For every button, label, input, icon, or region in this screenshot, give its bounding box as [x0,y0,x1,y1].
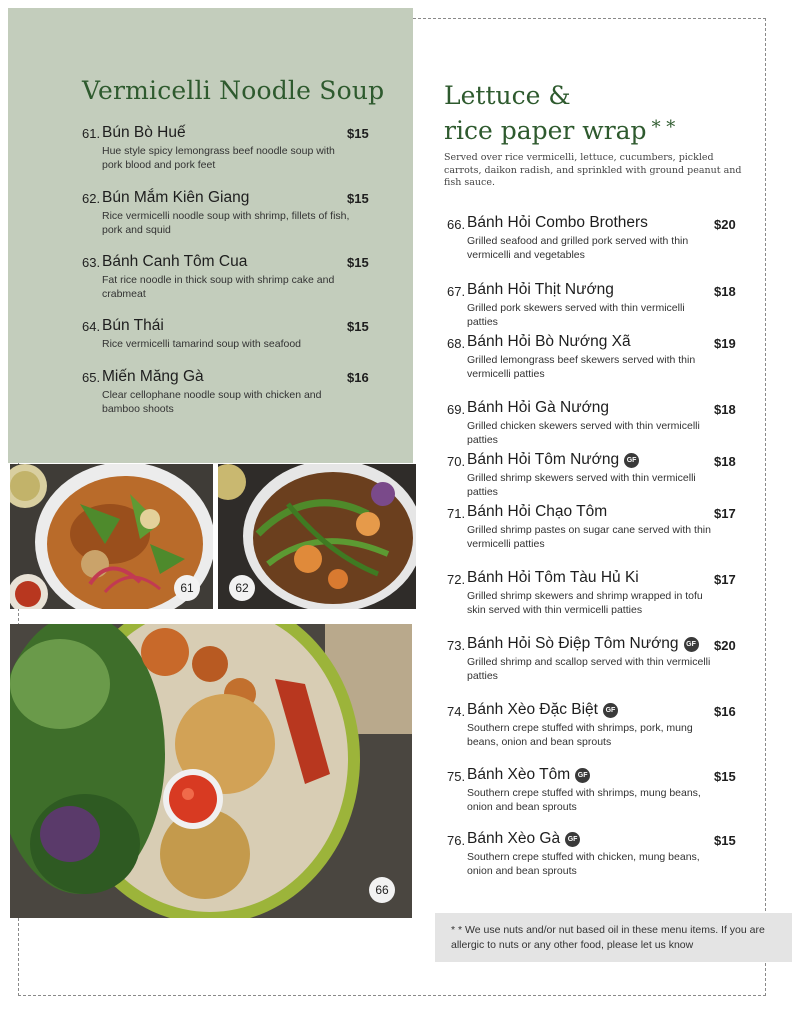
menu-item-price: $15 [347,191,369,206]
menu-item-number: 68. [447,336,466,351]
menu-item-name: Bánh Hỏi Combo Brothers [467,214,648,231]
menu-item-number: 62. [82,191,101,206]
menu-item-name: Bánh Hỏi Bò Nướng Xã [467,333,631,350]
menu-item-price: $17 [714,506,736,521]
menu-item-number: 76. [447,833,466,848]
menu-item-description: Grilled shrimp skewers and shrimp wrapped in tofu skin served with thin vermicelli patties [467,590,703,616]
menu-item-description: Hue style spicy lemongrass beef noodle soup with pork blood and pork feet [102,145,335,171]
menu-item-name [467,766,590,784]
menu-item-price: $19 [714,336,736,351]
gluten-free-icon: GF [603,703,618,718]
menu-item-name: Bánh Hỏi Tôm Tàu Hủ Ki [467,569,639,586]
menu-item-price: $17 [714,572,736,587]
photo-banh-hoi-combo [10,624,412,918]
photo-bun-bo-hue [10,464,213,609]
wrap-title-line2: rice paper wrap [444,116,647,145]
menu-item-description: Grilled pork skewers served with thin vermicelli patties [467,302,685,328]
photo-bun-mam [218,464,416,609]
menu-item-name: Bánh Hỏi Chạo Tôm [467,503,608,520]
wrap-title-line1: Lettuce & [444,81,571,110]
menu-item-description: Grilled shrimp skewers served with thin vermicelli patties [467,472,696,498]
gluten-free-icon: GF [565,832,580,847]
menu-item-name-text: Bánh Hỏi Tôm Nướng [467,451,620,468]
menu-item-name-text: Bánh Xèo Gà [467,830,561,847]
menu-item-description: Grilled chicken skewers served with thin vermicelli patties [467,420,700,446]
menu-item-description: Fat rice noodle in thick soup with shrimp cake and crabmeat [102,274,335,300]
menu-item-name-text: Bánh Xèo Tôm [467,766,571,783]
vermicelli-section-title: Vermicelli Noodle Soup [82,76,385,105]
menu-item-price: $18 [714,402,736,417]
menu-item-name [467,635,699,653]
menu-item-number: 74. [447,704,466,719]
menu-item-number: 73. [447,638,466,653]
menu-item-name: Bánh Hỏi Gà Nướng [467,399,610,416]
menu-item-number: 71. [447,506,466,521]
menu-item-number: 67. [447,284,466,299]
menu-item-name [467,830,580,848]
menu-item-number: 61. [82,126,101,141]
menu-item-price: $18 [714,284,736,299]
menu-item-description: Southern crepe stuffed with chicken, mung beans, onion and bean sprouts [467,851,700,877]
menu-item-price: $15 [347,126,369,141]
menu-item-name: Miến Măng Gà [102,368,204,385]
gluten-free-icon: GF [575,768,590,783]
photo-tag-66: 66 [369,877,395,903]
wrap-section-title [444,80,675,147]
menu-item-name-text: Bánh Hỏi Sò Điệp Tôm Nướng [467,635,679,652]
menu-item-name: Bún Thái [102,317,164,334]
photo-tag-62: 62 [229,575,255,601]
nut-warning-mark: * * [651,117,676,138]
menu-item-name: Bún Bò Huế [102,124,186,141]
menu-item-description: Clear cellophane noodle soup with chicken and bamboo shoots [102,389,322,415]
menu-item-price: $18 [714,454,736,469]
menu-item-name [467,451,639,469]
menu-item-description: Grilled shrimp pastes on sugar cane served with thin vermicelli patties [467,524,711,550]
menu-item-description: Grilled shrimp and scallop served with thin vermicelli patties [467,656,711,682]
menu-item-number: 75. [447,769,466,784]
menu-item-name: Bánh Hỏi Thịt Nướng [467,281,614,298]
menu-item-price: $15 [714,769,736,784]
menu-item-description: Rice vermicelli tamarind soup with seafood [102,338,302,350]
menu-item-number: 72. [447,572,466,587]
menu-item-name: Bún Mắm Kiên Giang [102,189,250,206]
menu-item-name [467,701,618,719]
menu-item-name: Bánh Canh Tôm Cua [102,253,248,270]
menu-item-description: Rice vermicelli noodle soup with shrimp, fillets of fish, pork and squid [102,210,350,236]
menu-item-price: $15 [347,255,369,270]
menu-item-number: 63. [82,255,101,270]
menu-item-price: $16 [347,370,369,385]
gluten-free-icon: GF [624,453,639,468]
menu-item-price: $20 [714,217,736,232]
menu-item-name-text: Bánh Xèo Đặc Biệt [467,701,598,718]
photo-tag-61: 61 [174,575,200,601]
menu-item-number: 69. [447,402,466,417]
menu-item-description: Grilled seafood and grilled pork served with thin vermicelli and vegetables [467,235,689,261]
menu-item-price: $15 [347,319,369,334]
menu-item-price: $20 [714,638,736,653]
menu-item-number: 66. [447,217,466,232]
menu-item-price: $15 [714,833,736,848]
menu-item-number: 65. [82,370,101,385]
nut-allergy-footnote: * * We use nuts and/or nut based oil in these menu items. If you are allergic to nuts or any other food, please let us know [435,913,792,962]
menu-item-number: 70. [447,454,466,469]
menu-item-number: 64. [82,319,101,334]
gluten-free-icon: GF [684,637,699,652]
menu-item-description: Southern crepe stuffed with shrimps, pork, mung beans, onion and bean sprouts [467,722,693,748]
wrap-section-intro: Served over rice vermicelli, lettuce, cucumbers, pickled carrots, daikon radish, and sprinkled with ground peanut and fish sauce. [444,152,742,188]
menu-item-description: Southern crepe stuffed with shrimps, mung beans, onion and bean sprouts [467,787,701,813]
menu-item-price: $16 [714,704,736,719]
menu-item-description: Grilled lemongrass beef skewers served with thin vermicelli patties [467,354,696,380]
